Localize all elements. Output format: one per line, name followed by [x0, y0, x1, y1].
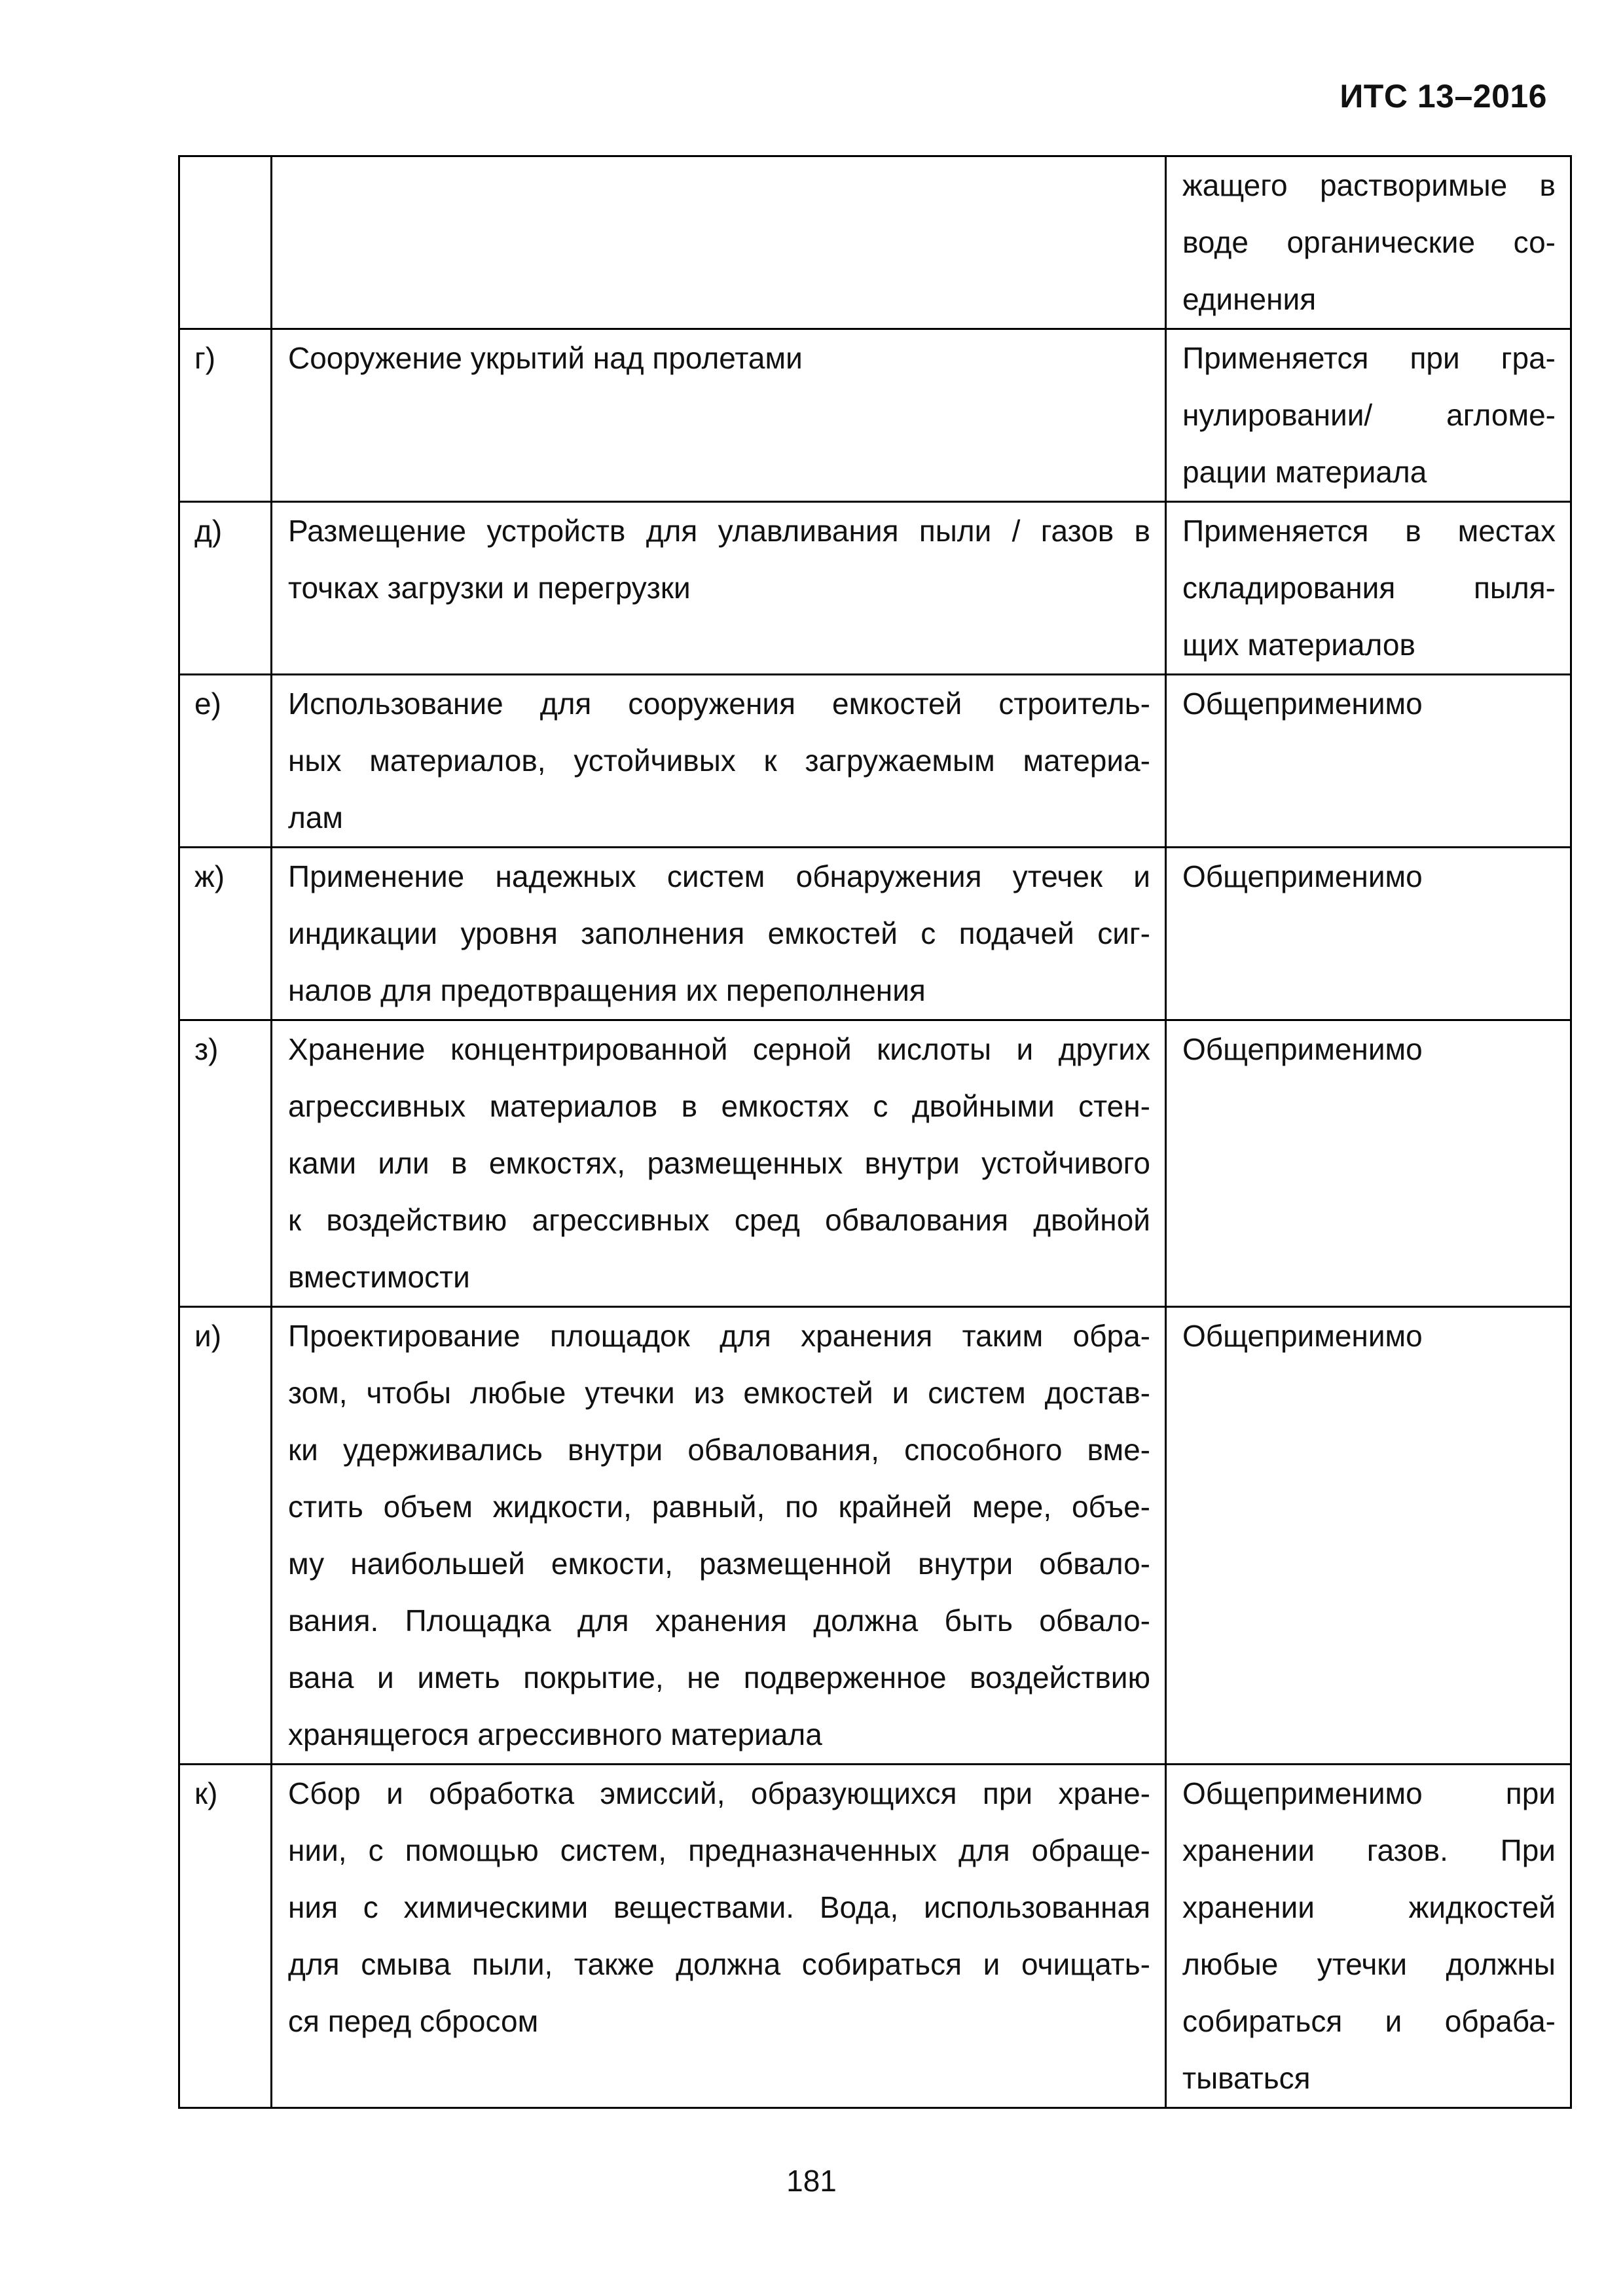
measure-description-cell: [272, 502, 1166, 675]
description-line: ки удерживались внутри обвалования, способного вме-: [288, 1433, 1150, 1467]
applicability-cell: [1166, 502, 1571, 675]
description-line: [288, 617, 1150, 673]
description-line: му наибольшей емкости, размещенной внутри обвало-: [288, 1547, 1150, 1581]
applicability-line: Общеприменимо при: [1182, 1776, 1556, 1810]
measure-description-cell: [272, 1307, 1166, 1765]
description-line: стить объем жидкости, равный, по крайней мере, объе-: [288, 1490, 1150, 1524]
applicability-cell: [1166, 156, 1571, 329]
description-line: вместимости: [288, 1260, 470, 1294]
applicability-cell: [1166, 1765, 1571, 2108]
row-number-cell: [179, 156, 272, 329]
description-line: ных материалов, устойчивых к загружаемым материа-: [288, 744, 1150, 778]
measures-table: [178, 155, 1572, 2109]
description-line: [288, 444, 1150, 501]
measure-description-cell: [272, 329, 1166, 502]
table-row: [179, 848, 1571, 1020]
table-row: [179, 1765, 1571, 2108]
applicability-line: единения: [1182, 282, 1317, 316]
description-line: Сооружение укрытий над пролетами: [288, 341, 803, 375]
row-number-cell: г): [179, 329, 272, 502]
description-line: зом, чтобы любые утечки из емкостей и систем достав-: [288, 1376, 1150, 1410]
description-line: Использование для сооружения емкостей строитель-: [288, 687, 1150, 721]
row-number-cell: е): [179, 675, 272, 848]
applicability-line: любые утечки должны: [1182, 1947, 1556, 1981]
applicability-line: нулировании/ агломе-: [1182, 398, 1556, 432]
table-row: [179, 329, 1571, 502]
row-number-cell: з): [179, 1020, 272, 1307]
description-line: ками или в емкостях, размещенных внутри устойчивого: [288, 1146, 1150, 1180]
description-line: налов для предотвращения их переполнения: [288, 973, 926, 1007]
applicability-line: щих материалов: [1182, 628, 1415, 662]
document-code-header: ИТС 13–2016: [1340, 78, 1547, 115]
description-line: Хранение концентрированной серной кислоты и других: [288, 1032, 1150, 1066]
description-line: нии, с помощью систем, предназначенных для обраще-: [288, 1833, 1150, 1867]
applicability-line: жащего растворимые в: [1182, 168, 1556, 202]
row-number-cell: д): [179, 502, 272, 675]
measure-description-cell: [272, 1020, 1166, 1307]
description-line: Проектирование площадок для хранения таким обра-: [288, 1319, 1150, 1353]
description-line: [288, 387, 1150, 444]
description-line: к воздействию агрессивных сред обвалования двойной: [288, 1203, 1150, 1237]
applicability-cell: [1166, 675, 1571, 848]
applicability-cell: [1166, 329, 1571, 502]
table-row: [179, 1020, 1571, 1307]
description-line: для смыва пыли, также должна собираться и очищать-: [288, 1947, 1150, 1981]
applicability-line: хранении жидкостей: [1182, 1890, 1556, 1924]
measures-table-body: [179, 156, 1571, 2108]
applicability-line: рации материала: [1182, 455, 1427, 489]
measure-description-cell: [272, 156, 1166, 329]
table-row: [179, 156, 1571, 329]
row-number-cell: к): [179, 1765, 272, 2108]
applicability-line: Применяется при гра-: [1182, 341, 1556, 375]
measure-description-cell: [272, 1765, 1166, 2108]
measure-description-cell: [272, 675, 1166, 848]
applicability-cell: [1166, 1307, 1571, 1765]
applicability-line: Общеприменимо: [1182, 1319, 1423, 1353]
description-line: ния с химическими веществами. Вода, использованная: [288, 1890, 1150, 1924]
applicability-line: воде органические со-: [1182, 225, 1556, 259]
applicability-line: тываться: [1182, 2061, 1311, 2095]
row-number-cell: и): [179, 1307, 272, 1765]
applicability-line: Применяется в местах: [1182, 514, 1556, 548]
applicability-line: Общеприменимо: [1182, 687, 1423, 721]
applicability-cell: [1166, 1020, 1571, 1307]
description-line: агрессивных материалов в емкостях с двойными стен-: [288, 1089, 1150, 1123]
applicability-line: Общеприменимо: [1182, 859, 1423, 893]
applicability-line: собираться и обраба-: [1182, 2004, 1556, 2038]
description-line: Сбор и обработка эмиссий, образующихся при хране-: [288, 1776, 1150, 1810]
description-line: лам: [288, 800, 344, 834]
description-line: хранящегося агрессивного материала: [288, 1717, 822, 1751]
description-line: [288, 2050, 1150, 2107]
table-row: [179, 675, 1571, 848]
description-line: точках загрузки и перегрузки: [288, 571, 691, 605]
table-row: [179, 1307, 1571, 1765]
description-line: Размещение устройств для улавливания пыли / газов в: [288, 514, 1150, 548]
applicability-line: Общеприменимо: [1182, 1032, 1423, 1066]
applicability-line: складирования пыля-: [1182, 571, 1556, 605]
applicability-line: хранении газов. При: [1182, 1833, 1556, 1867]
description-line: индикации уровня заполнения емкостей с подачей сиг-: [288, 916, 1150, 950]
description-line: ся перед сбросом: [288, 2004, 539, 2038]
description-line: Применение надежных систем обнаружения утечек и: [288, 859, 1150, 893]
row-number-cell: ж): [179, 848, 272, 1020]
page-number: 181: [786, 2164, 837, 2198]
measure-description-cell: [272, 848, 1166, 1020]
applicability-cell: [1166, 848, 1571, 1020]
table-row: [179, 502, 1571, 675]
description-line: вана и иметь покрытие, не подверженное воздействию: [288, 1660, 1150, 1695]
description-line: вания. Площадка для хранения должна быть обвало-: [288, 1604, 1150, 1638]
